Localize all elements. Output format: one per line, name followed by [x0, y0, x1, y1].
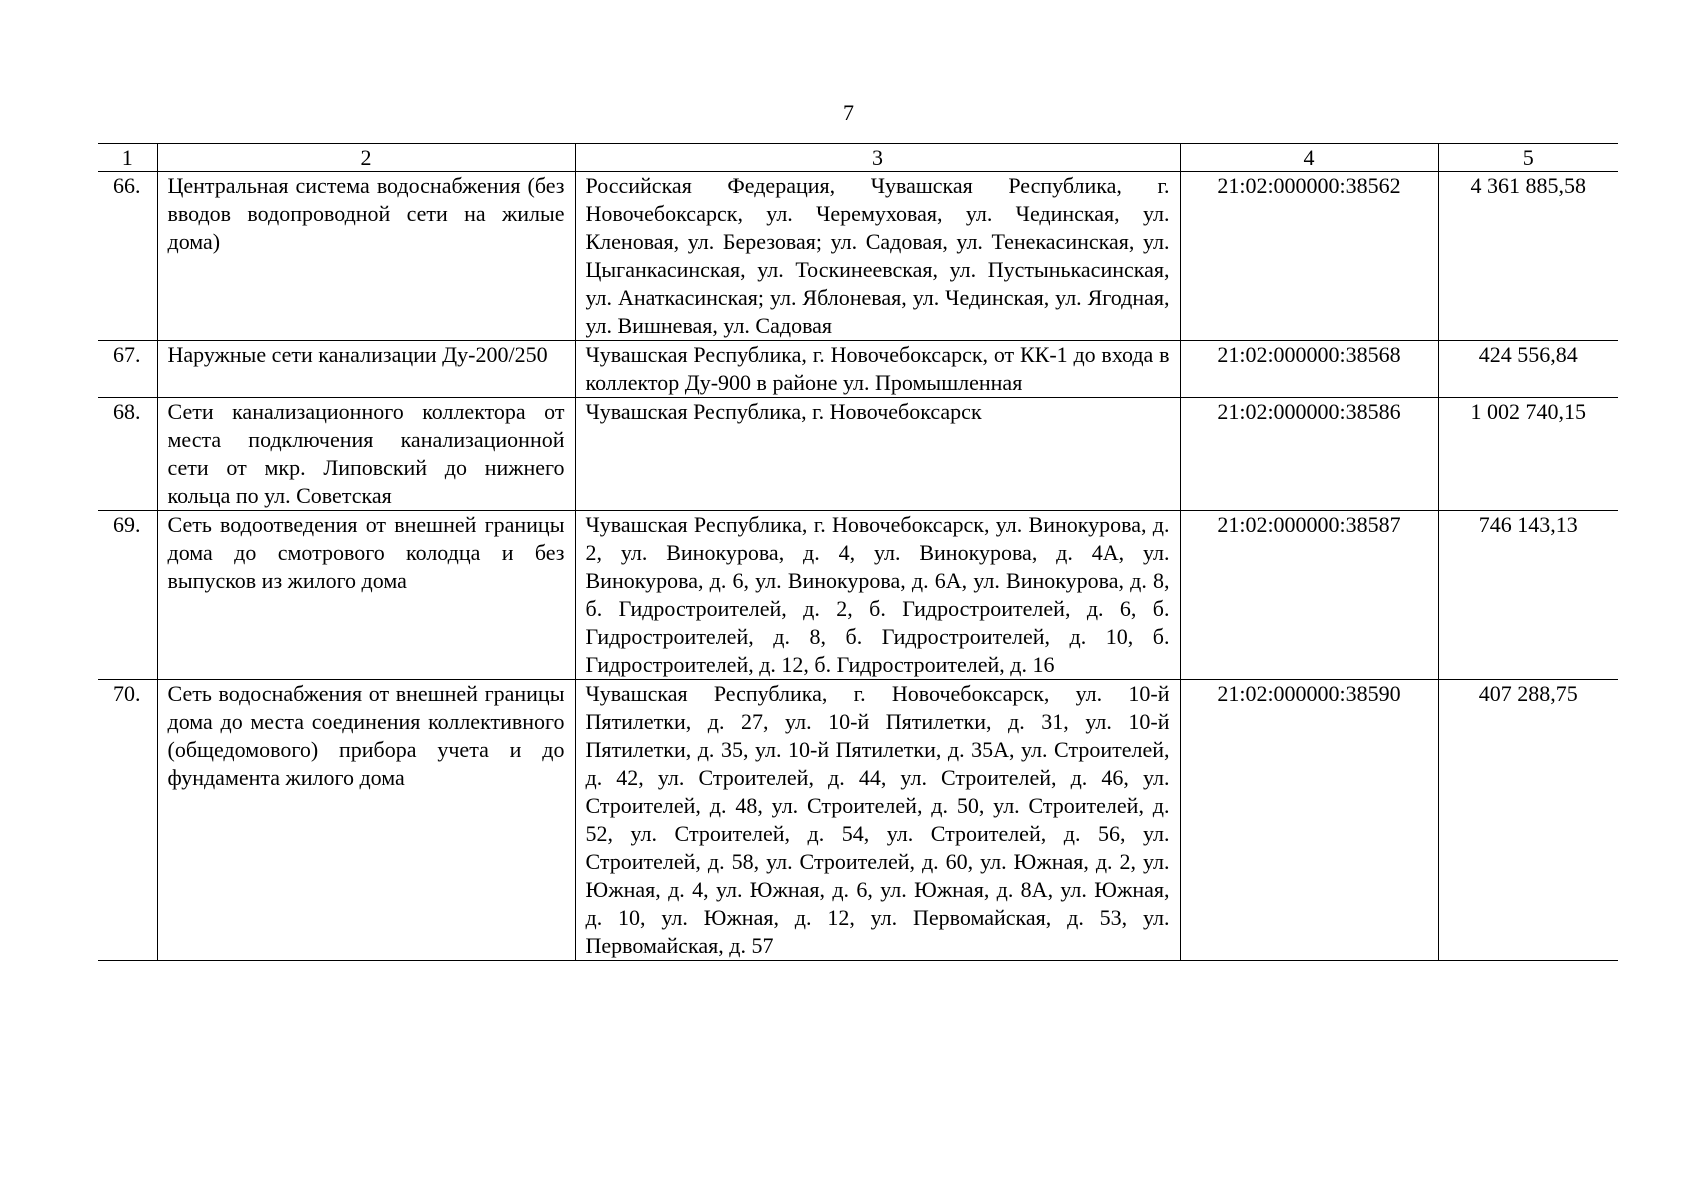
cadastral-number: 21:02:000000:38590	[1180, 680, 1438, 961]
header-col-2: 2	[157, 144, 575, 172]
object-address: Чувашская Республика, г. Новочебоксарск, ул. 10-й Пятилетки, д. 27, ул. 10-й Пятилетки, д. 31, ул. 10-й Пятилетки, д. 35, ул. 10-й Пятилетки, д. 35А, ул. Строителей, д. 42, ул. Строителей, д. 44, ул. Строителей, д. 46, ул. Строителей, д. 48, ул. Строителей, д. 50, ул. Строителей, д. 52, ул. Строителей, д. 54, ул. Строителей, д. 56, ул. Строителей, д. 58, ул. Строителей, д. 60, ул. Южная, д. 2, ул. Южная, д. 4, ул. Южная, д. 6, ул. Южная, д. 8А, ул. Южная, д. 10, ул. Южная, д. 12, ул. Первомайская, д. 53, ул. Первомайская, д. 57	[575, 680, 1180, 961]
property-registry-table	[98, 143, 1618, 961]
header-col-5: 5	[1438, 144, 1618, 172]
object-address: Чувашская Республика, г. Новочебоксарск	[575, 398, 1180, 511]
object-value: 1 002 740,15	[1438, 398, 1618, 511]
row-number: 70.	[98, 680, 157, 961]
object-name: Сеть водоснабжения от внешней границы дома до места соединения коллективного (общедомового) прибора учета и до фундамента жилого дома	[157, 680, 575, 961]
object-value: 746 143,13	[1438, 511, 1618, 680]
header-col-3: 3	[575, 144, 1180, 172]
table-row	[98, 341, 1618, 398]
row-number: 67.	[98, 341, 157, 398]
object-name: Центральная система водоснабжения (без вводов водопроводной сети на жилые дома)	[157, 172, 575, 341]
cadastral-number: 21:02:000000:38587	[1180, 511, 1438, 680]
object-address: Чувашская Республика, г. Новочебоксарск, от КК-1 до входа в коллектор Ду-900 в районе ул. Промышленная	[575, 341, 1180, 398]
object-value: 4 361 885,58	[1438, 172, 1618, 341]
header-col-4: 4	[1180, 144, 1438, 172]
header-col-1: 1	[98, 144, 157, 172]
object-value: 407 288,75	[1438, 680, 1618, 961]
object-address: Российская Федерация, Чувашская Республика, г. Новочебоксарск, ул. Черемуховая, ул. Чединская, ул. Кленовая, ул. Березовая; ул. Садовая, ул. Тенекасинская, ул. Цыганкасинская, ул. Тоскинеевская, ул. Пустынькасинская, ул. Анаткасинская; ул. Яблоневая, ул. Чединская, ул. Ягодная, ул. Вишневая, ул. Садовая	[575, 172, 1180, 341]
row-number: 68.	[98, 398, 157, 511]
cadastral-number: 21:02:000000:38586	[1180, 398, 1438, 511]
row-number: 66.	[98, 172, 157, 341]
table-header-row	[98, 144, 1618, 172]
cadastral-number: 21:02:000000:38562	[1180, 172, 1438, 341]
table-row	[98, 511, 1618, 680]
row-number: 69.	[98, 511, 157, 680]
object-name: Сети канализационного коллектора от места подключения канализационной сети от мкр. Липовский до нижнего кольца по ул. Советская	[157, 398, 575, 511]
object-name: Сеть водоотведения от внешней границы дома до смотрового колодца и без выпусков из жилого дома	[157, 511, 575, 680]
object-value: 424 556,84	[1438, 341, 1618, 398]
table-row	[98, 172, 1618, 341]
table-row	[98, 398, 1618, 511]
cadastral-number: 21:02:000000:38568	[1180, 341, 1438, 398]
object-name: Наружные сети канализации Ду-200/250	[157, 341, 575, 398]
object-address: Чувашская Республика, г. Новочебоксарск, ул. Винокурова, д. 2, ул. Винокурова, д. 4, ул. Винокурова, д. 4А, ул. Винокурова, д. 6, ул. Винокурова, д. 6А, ул. Винокурова, д. 8, б. Гидростроителей, д. 2, б. Гидростроителей, д. 6, б. Гидростроителей, д. 8, б. Гидростроителей, д. 10, б. Гидростроителей, д. 12, б. Гидростроителей, д. 16	[575, 511, 1180, 680]
table-row	[98, 680, 1618, 961]
page-number: 7	[843, 100, 854, 125]
